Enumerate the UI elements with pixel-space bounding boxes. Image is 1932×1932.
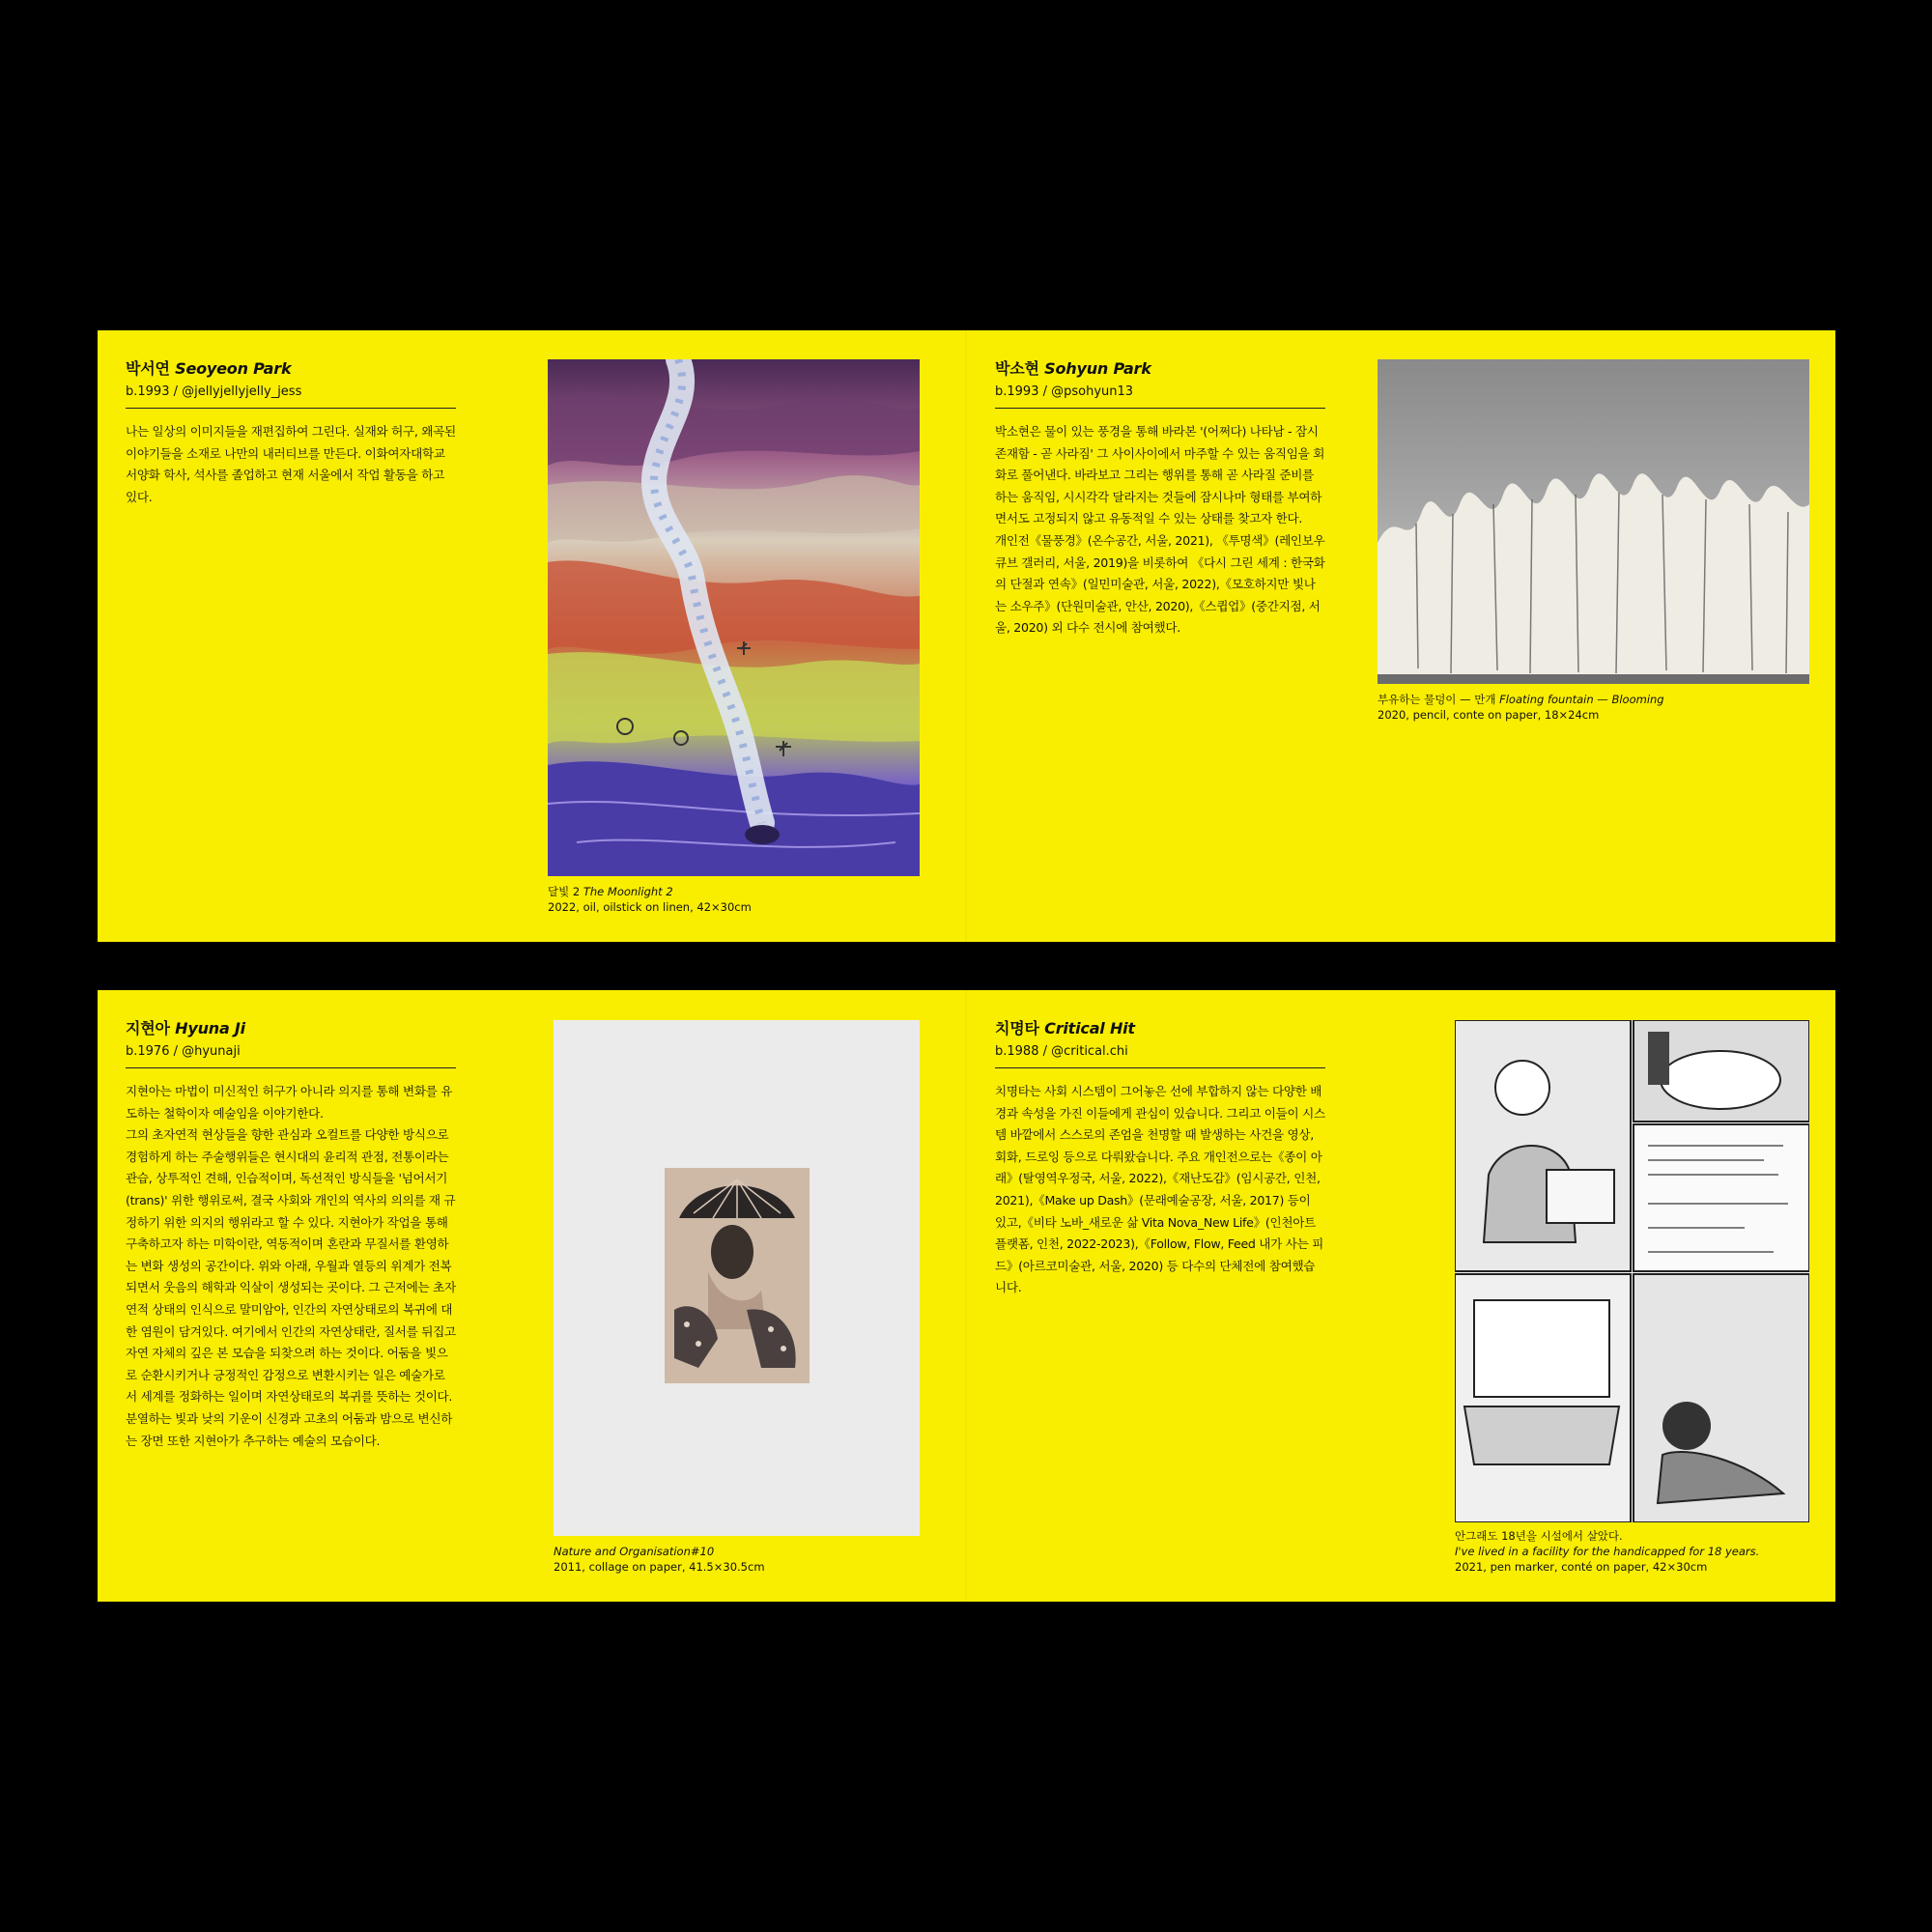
artist-name bbox=[995, 1019, 1325, 1038]
artwork-image bbox=[548, 359, 920, 876]
artwork-caption bbox=[548, 884, 953, 915]
artist-name bbox=[995, 359, 1325, 379]
caption-title-en: I've lived in a facility for the handicapped for 18 years. bbox=[1455, 1545, 1760, 1558]
bio-paragraph: 박소현은 물이 있는 풍경을 통해 바라본 '(어쩌다) 나타남 - 잠시 존재함 - 곧 사라짐' 그 사이사이에서 마주할 수 있는 움직임을 회화로 풀어낸다. 바라보고 그리는 행위를 통해 곧 사라질 준비를 하는 움직임, 시시각각 달라지는 것들에 잠시나마 형태를 부여하면서도 고정되지 않고 유동적일 수 있는 상태를 찾고자 한다. bbox=[995, 424, 1325, 526]
bio-paragraph: 그의 초자연적 현상들을 향한 관심과 오컬트를 다양한 방식으로 경험하게 하는 주술행위들은 현시대의 윤리적 관점, 전통이라는 관습, 상투적인 견해, 인습적이며, 독선적인 방식들을 '넘어서기(trans)' 위한 행위로써, 결국 사회와 개인의 역사의 의의를 재 규정하기 위한 의지의 행위라고 할 수 있다. 지현아가 작업을 통해 구축하고자 하는 미학이란, 역동적이며 혼란과 무질서를 환영하는 변화 생성의 공간이다. 위와 아래, 우월과 열등의 위계가 전복되면서 웃음의 해학과 익살이 생성되는 곳이다. 그 근저에는 초자연적 상태의 인식으로 말미암아, 인간의 자연상태로의 복귀에 대한 염원이 담겨있다. 여기에서 인간의 자연상태란, 질서를 뒤집고 자연 자체의 깊은 본 모습을 되찾으려 하는 것이다. 어둠을 빛으로 순환시키거나 긍정적인 감정으로 변환시키는 일은 예술가로서 세계를 정화하는 일이며 자연상태로의 복귀를 뜻하는 것이다. 분열하는 빛과 낮의 기운이 신경과 고초의 어둠과 밤으로 변신하는 장면 또한 지현아가 추구하는 예술의 모습이다. bbox=[126, 1127, 456, 1448]
artist-name-ko: 치명타 bbox=[995, 1019, 1039, 1037]
bio-paragraph: 지현아는 마법이 미신적인 허구가 아니라 의지를 통해 변화를 유도하는 철학이자 예술임을 이야기한다. bbox=[126, 1084, 453, 1121]
page-seoyeon-park bbox=[98, 330, 967, 942]
artist-name bbox=[126, 359, 456, 379]
caption-details: 2022, oil, oilstick on linen, 42×30cm bbox=[548, 900, 752, 914]
spread-top bbox=[98, 330, 1835, 942]
caption-title-ko: 달빛 2 bbox=[548, 885, 581, 898]
artist-bio bbox=[995, 1081, 1325, 1299]
artist-name-ko: 박서연 bbox=[126, 359, 170, 378]
caption-details: 2021, pen marker, conté on paper, 42×30cm bbox=[1455, 1560, 1708, 1574]
artwork-caption bbox=[1455, 1528, 1832, 1575]
umbrella-figure-collage-icon bbox=[554, 1020, 920, 1536]
artist-bio bbox=[126, 421, 456, 508]
tornado-landscape-painting-icon bbox=[548, 359, 920, 876]
artwork-image bbox=[554, 1020, 920, 1536]
artwork-caption bbox=[554, 1544, 959, 1575]
bio-paragraph: 치명타는 사회 시스템이 그어놓은 선에 부합하지 않는 다양한 배경과 속성을 가진 이들에게 관심이 있습니다. 그리고 이들이 시스템 바깥에서 스스로의 존엄을 천명할 때 발생하는 사건을 영상, 회화, 드로잉 등으로 다뤄왔습니다. 주요 개인전으로는《종이 아래》(탈영역우정국, 서울, 2022),《재난도감》(임시공간, 인천, 2021),《Make up Dash》(문래예술공장, 서울, 2017) 등이 있고,《비타 노바_새로운 삶 Vita Nova_New Life》(인천아트플랫폼, 인천, 2022-2023),《Follow, Flow, Feed 내가 사는 피드》(아르코미술관, 서울, 2020) 등 다수의 단체전에 참여했습니다. bbox=[995, 1084, 1325, 1295]
artist-name-ko: 지현아 bbox=[126, 1019, 170, 1037]
artist-name-ko: 박소현 bbox=[995, 359, 1039, 378]
caption-details: 2011, collage on paper, 41.5×30.5cm bbox=[554, 1560, 765, 1574]
artist-info bbox=[995, 359, 1325, 639]
bio-paragraph: 개인전《물풍경》(온수공간, 서울, 2021), 《투명색》(레인보우큐브 갤러리, 서울, 2019)을 비롯하여 《다시 그린 세계 : 한국화의 단절과 연속》(일민미술관, 서울, 2022),《모호하지만 빛나는 소우주》(단원미술관, 안산, 2020),《스큅업》(중간지점, 서울, 2020) 외 다수 전시에 참여했다. bbox=[995, 532, 1325, 636]
caption-title bbox=[548, 884, 953, 899]
page-sohyun-park bbox=[967, 330, 1836, 942]
caption-title bbox=[1378, 692, 1832, 707]
caption-title-en: Nature and Organisation#10 bbox=[554, 1545, 715, 1558]
spread-bottom bbox=[98, 990, 1835, 1602]
artwork-caption bbox=[1378, 692, 1832, 723]
artist-name-en: Seoyeon Park bbox=[175, 359, 292, 378]
artist-info bbox=[126, 359, 456, 508]
caption-title-en: Floating fountain — Blooming bbox=[1499, 693, 1664, 706]
artist-name-en: Hyuna Ji bbox=[175, 1019, 245, 1037]
artist-name bbox=[126, 1019, 456, 1038]
bio-paragraph: 나는 일상의 이미지들을 재편집하여 그린다. 실재와 허구, 왜곡된 이야기들을 소재로 나만의 내러티브를 만든다. 이화여자대학교 서양화 학사, 석사를 졸업하고 현재 서울에서 작업 활동을 하고 있다. bbox=[126, 424, 456, 504]
page-hyuna-ji bbox=[98, 990, 967, 1602]
caption-details: 2020, pencil, conte on paper, 18×24cm bbox=[1378, 708, 1600, 722]
caption-title-ko: 부유하는 물덩이 — 만개 bbox=[1378, 693, 1496, 706]
caption-title-ko: 안그래도 18년을 시설에서 살았다. bbox=[1455, 1529, 1623, 1543]
artist-bio bbox=[126, 1081, 456, 1452]
artwork-image bbox=[1455, 1020, 1809, 1522]
comic-panels-drawing-icon bbox=[1455, 1020, 1809, 1522]
artist-info bbox=[995, 1019, 1325, 1299]
artist-meta: b.1993 / @psohyun13 bbox=[995, 384, 1325, 409]
artist-name-en: Critical Hit bbox=[1044, 1019, 1135, 1037]
page-critical-hit bbox=[967, 990, 1836, 1602]
artist-bio bbox=[995, 421, 1325, 639]
artist-info bbox=[126, 1019, 456, 1452]
pencil-fountain-drawing-icon bbox=[1378, 359, 1809, 684]
caption-title-en: The Moonlight 2 bbox=[582, 885, 673, 898]
artist-meta: b.1988 / @critical.chi bbox=[995, 1043, 1325, 1068]
artist-meta: b.1976 / @hyunaji bbox=[126, 1043, 456, 1068]
artwork-image bbox=[1378, 359, 1809, 684]
artist-meta: b.1993 / @jellyjellyjelly_jess bbox=[126, 384, 456, 409]
artist-name-en: Sohyun Park bbox=[1044, 359, 1151, 378]
